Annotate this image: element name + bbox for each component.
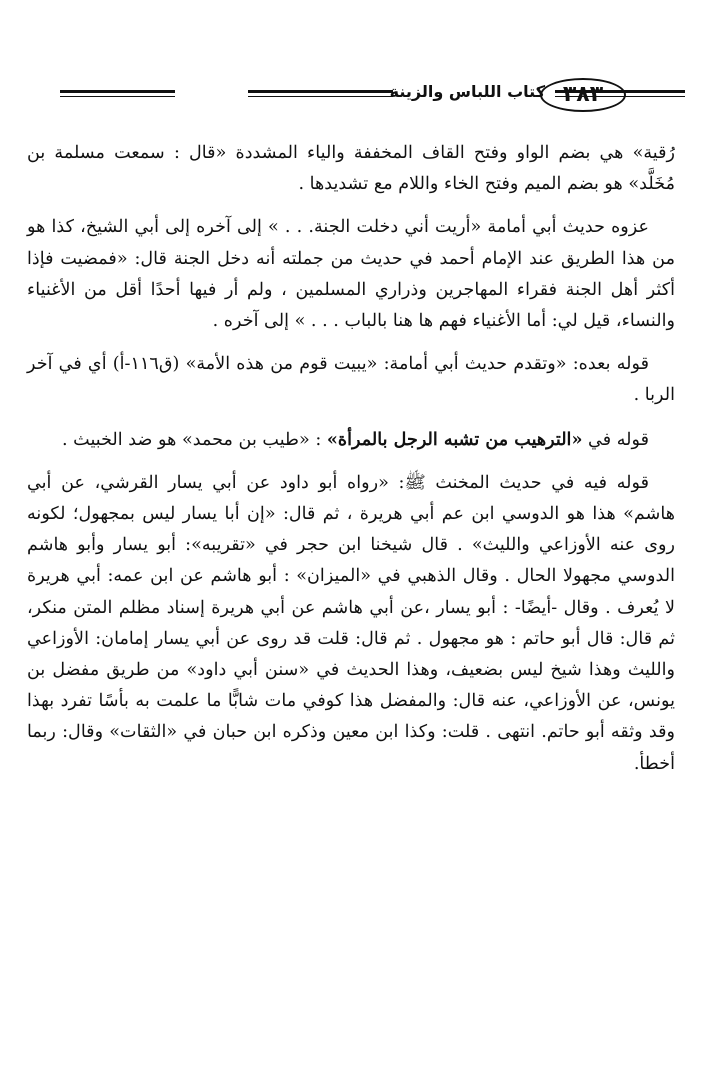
body-text xyxy=(27,138,675,792)
page-number: ٣٨٣ xyxy=(540,78,626,112)
paragraph: رُقية» هي بضم الواو وفتح القاف المخففة والياء المشددة «قال : سمعت مسلمة بن مُخَلَّد» هو بضم الميم وفتح الخاء واللام مع تشديدها . xyxy=(27,143,675,195)
paragraph-text: : «طيب بن محمد» هو ضد الخبيث . xyxy=(62,429,327,450)
paragraph: قوله فيه في حديث المخنث ﷺ: «رواه أبو داود عن أبي يسار القرشي، عن أبي هاشم» هذا هو الدوسي ابن عم أبي هريرة ، ثم قال: «إن أبا يسار ليس بمجهول؛ لكونه روى عنه الأوزاعي والليث» . قال شيخنا ابن حجر في «تقريبه»: أبو يسار وأبو هاشم الدوسي مجهولا الحال . وقال الذهبي في «الميزان» : أبو هاشم عن ابن عمه: أبي هريرة لا يُعرف . وقال -أيضًا- : أبو يسار ،عن أبي هاشم عن أبي هريرة إسناد مظلم المتن منكر، ثم قال: قال أبو حاتم : هو مجهول . ثم قال: قلت قد روى عن أبي يسار إمامان: الأوزاعي والليث وهذا شيخ ليس بضعيف، وهذا الحديث في «سنن أبي داود» من طريق مفضل بن يونس، عن الأوزاعي، عنه قال: والمفضل هذا كوفي مات شابًّا ما علمت به بأسًا تفرد بهذا وقد وثقه أبو حاتم. انتهى . قلت: وكذا ابن معين وذكره ابن حبان في «الثقات» وقال: ربما أخطأ. xyxy=(27,472,675,774)
header-rule-middle xyxy=(248,90,393,97)
header-rule-left xyxy=(60,90,175,97)
paragraph xyxy=(27,424,675,456)
page-header xyxy=(60,78,685,126)
paragraph-text: قوله في xyxy=(582,429,649,450)
book-title: كتاب اللباس والزينة xyxy=(389,82,545,101)
paragraph: قوله بعده: «وتقدم حديث أبي أمامة: «يبيت قوم من هذه الأمة» (ق١١٦-أ) أي في آخر الربا . xyxy=(27,354,675,406)
paragraph: عزوه حديث أبي أمامة «أريت أني دخلت الجنة. . . » إلى آخره إلى أبي الشيخ، كذا هو من هذا الطريق عند الإمام أحمد في حديث من جملته أنه دخل الجنة قال: «فمضيت فإذا أكثر أهل الجنة فقراء المهاجرين وذراري المسلمين ، ولم أر فيها أحدًا أقل من الأغنياء والنساء، قيل لي: أما الأغنياء فهم ها هنا بالباب . . . » إلى آخره . xyxy=(27,217,675,332)
chapter-heading-reference: «الترهيب من تشبه الرجل بالمرأة» xyxy=(326,428,583,450)
